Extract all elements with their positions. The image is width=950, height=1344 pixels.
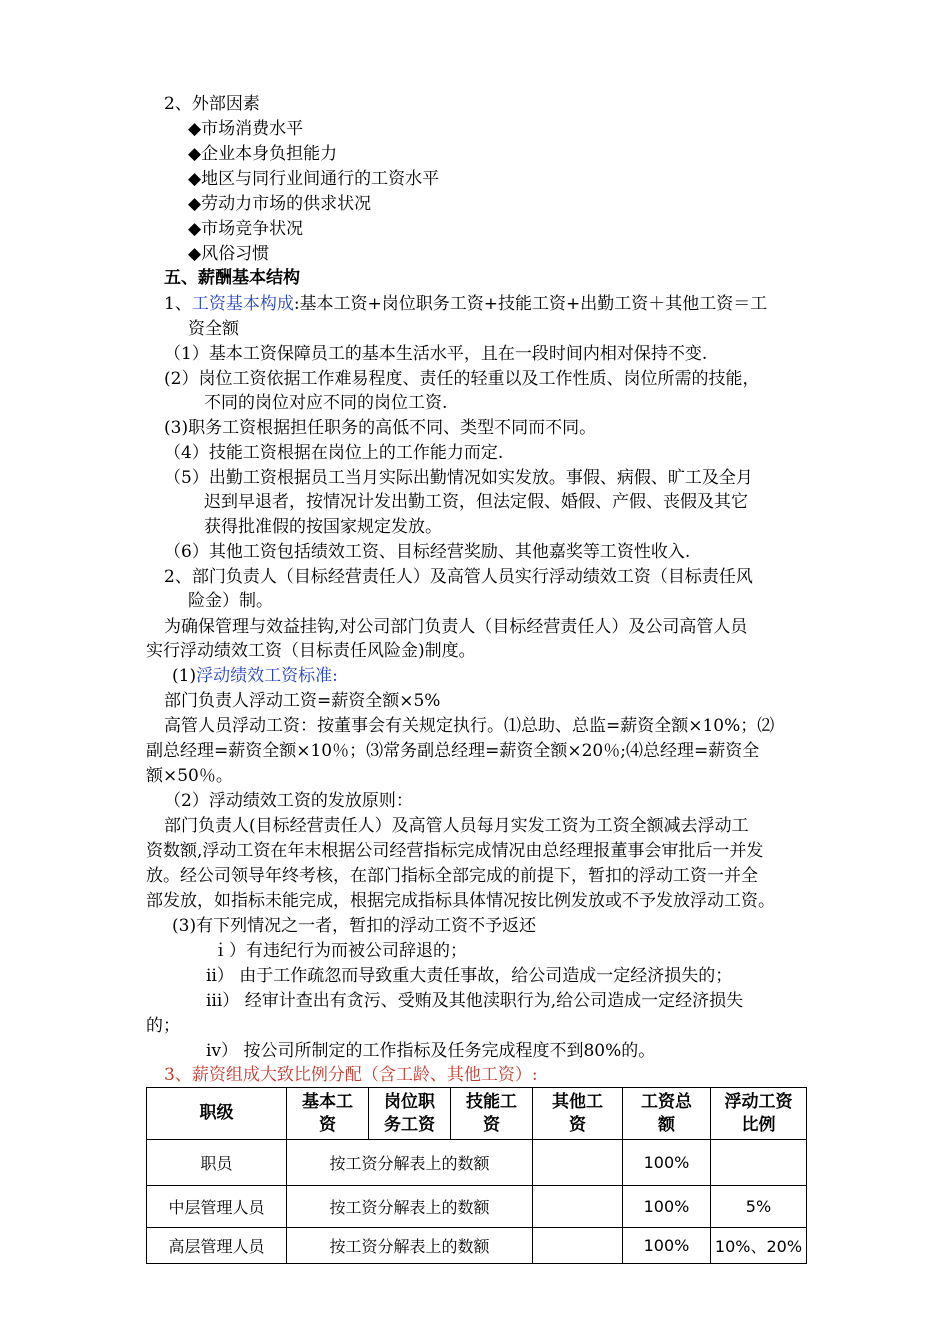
cell-level: 中层管理人员 bbox=[147, 1186, 287, 1228]
table-row bbox=[147, 1140, 807, 1186]
composition-link[interactable]: 工资基本构成 bbox=[191, 294, 294, 314]
standard-num: (1) bbox=[172, 666, 197, 686]
table-header-row bbox=[147, 1088, 807, 1140]
principle-text: 放。经公司领导年终考核，在部门指标全部完成的前提下，暂扣的浮动工资一并全 bbox=[146, 866, 758, 886]
header-position: 岗位职 务工资 bbox=[369, 1088, 451, 1140]
item-3: (3)职务工资根据担任职务的高低不同、类型不同而不同。 bbox=[164, 418, 597, 438]
item-2-cont: 不同的岗位对应不同的岗位工资. bbox=[204, 393, 448, 413]
factor-item: ◆市场消费水平 bbox=[188, 119, 304, 139]
cell-ratio: 10%、20% bbox=[711, 1228, 807, 1264]
cell-other bbox=[533, 1228, 623, 1264]
standard-heading bbox=[172, 664, 338, 688]
header-basic: 基本工 资 bbox=[287, 1088, 369, 1140]
cell-merged: 按工资分解表上的数额 bbox=[287, 1228, 533, 1264]
table-row bbox=[147, 1228, 807, 1264]
cell-merged: 按工资分解表上的数额 bbox=[287, 1140, 533, 1186]
item-1: （1）基本工资保障员工的基本生活水平，且在一段时间内相对保持不变. bbox=[164, 344, 708, 364]
cell-other bbox=[533, 1140, 623, 1186]
paragraph: 为确保管理与效益挂钩,对公司部门负责人（目标经营责任人）及公司高管人员 bbox=[164, 617, 748, 637]
factor-item: ◆市场竞争状况 bbox=[188, 219, 304, 239]
cell-total: 100% bbox=[623, 1140, 711, 1186]
header-total: 工资总 额 bbox=[623, 1088, 711, 1140]
senior-float: 高管人员浮动工资：按董事会有关规定执行。⑴总助、总监=薪资全额×10%；⑵ bbox=[164, 716, 775, 736]
principle-title: （2）浮动绩效工资的发放原则： bbox=[164, 791, 413, 811]
item-2: (2）岗位工资依据工作难易程度、责任的轻重以及工作性质、岗位所需的技能， bbox=[164, 369, 760, 389]
paragraph: 实行浮动绩效工资（目标责任风险金)制度。 bbox=[146, 641, 476, 661]
header-float-ratio: 浮动工资 比例 bbox=[711, 1088, 807, 1140]
cell-merged: 按工资分解表上的数额 bbox=[287, 1186, 533, 1228]
senior-float-cont: 额×50％。 bbox=[146, 766, 233, 786]
condition-item: ⅲ） 经审计查出有贪污、受贿及其他渎职行为,给公司造成一定经济损失 bbox=[206, 991, 744, 1011]
composition-line bbox=[164, 292, 767, 316]
composition-cont: 资全额 bbox=[188, 319, 239, 339]
item-5: （5）出勤工资根据员工当月实际出勤情况如实发放。事假、病假、旷工及全月 bbox=[164, 468, 753, 488]
section-3-title: 3、薪资组成大致比例分配（含工龄、其他工资）: bbox=[164, 1065, 538, 1085]
item-5-cont: 迟到早退者，按情况计发出勤工资，但法定假、婚假、产假、丧假及其它 bbox=[204, 492, 748, 512]
cell-level: 高层管理人员 bbox=[147, 1228, 287, 1264]
header-other: 其他工 资 bbox=[533, 1088, 623, 1140]
cell-level: 职员 bbox=[147, 1140, 287, 1186]
cell-total: 100% bbox=[623, 1186, 711, 1228]
condition-item: ｉ）有违纪行为而被公司辞退的； bbox=[212, 941, 467, 961]
condition-item-cont: 的； bbox=[146, 1016, 180, 1036]
header-skill: 技能工 资 bbox=[451, 1088, 533, 1140]
factor-item: ◆风俗习惯 bbox=[188, 244, 270, 264]
cell-ratio: 5% bbox=[711, 1186, 807, 1228]
composition-text: :基本工资+岗位职务工资+技能工资+出勤工资＋其他工资＝工 bbox=[293, 294, 768, 314]
condition-item: ⅱ） 由于工作疏忽而导致重大责任事故，给公司造成一定经济损失的； bbox=[206, 966, 733, 986]
factor-item: ◆地区与同行业间通行的工资水平 bbox=[188, 169, 440, 189]
item-6: （6）其他工资包括绩效工资、目标经营奖励、其他嘉奖等工资性收入. bbox=[164, 542, 691, 562]
header-level: 职级 bbox=[147, 1088, 287, 1140]
dept-float: 部门负责人浮动工资=薪资全额×5% bbox=[164, 691, 441, 711]
principle-text: 部发放，如指标未能完成，根据完成指标具体情况按比例发放或不予发放浮动工资。 bbox=[146, 891, 775, 911]
factor-item: ◆企业本身负担能力 bbox=[188, 144, 338, 164]
item-5-cont: 获得批准假的按国家规定发放。 bbox=[204, 517, 442, 537]
conditions-title: (3)有下列情况之一者，暂扣的浮动工资不予返还 bbox=[172, 916, 537, 936]
composition-prefix: 1、 bbox=[164, 294, 192, 314]
cell-other bbox=[533, 1186, 623, 1228]
factor-item: ◆劳动力市场的供求状况 bbox=[188, 194, 372, 214]
condition-item: ⅳ） 按公司所制定的工作指标及任务完成程度不到80%的。 bbox=[206, 1041, 656, 1061]
section-5-heading: 五、薪酬基本结构 bbox=[164, 268, 300, 288]
senior-float-cont: 副总经理=薪资全额×10％；⑶常务副总经理=薪资全额×20％;⑷总经理=薪资全 bbox=[146, 741, 760, 761]
salary-ratio-table bbox=[146, 1087, 807, 1264]
section-2-float: 2、部门负责人（目标经营责任人）及高管人员实行浮动绩效工资（目标责任风 bbox=[164, 567, 753, 587]
table-row bbox=[147, 1186, 807, 1228]
standard-title: 浮动绩效工资标准: bbox=[196, 666, 338, 686]
section-2-title: 2、外部因素 bbox=[164, 94, 260, 114]
cell-ratio bbox=[711, 1140, 807, 1186]
section-2-float-cont: 险金）制。 bbox=[188, 591, 273, 611]
cell-total: 100% bbox=[623, 1228, 711, 1264]
principle-text: 资数额,浮动工资在年末根据公司经营指标完成情况由总经理报董事会审批后一并发 bbox=[146, 841, 764, 861]
principle-text: 部门负责人(目标经营责任人）及高管人员每月实发工资为工资全额减去浮动工 bbox=[164, 816, 749, 836]
item-4: （4）技能工资根据在岗位上的工作能力而定. bbox=[164, 443, 504, 463]
